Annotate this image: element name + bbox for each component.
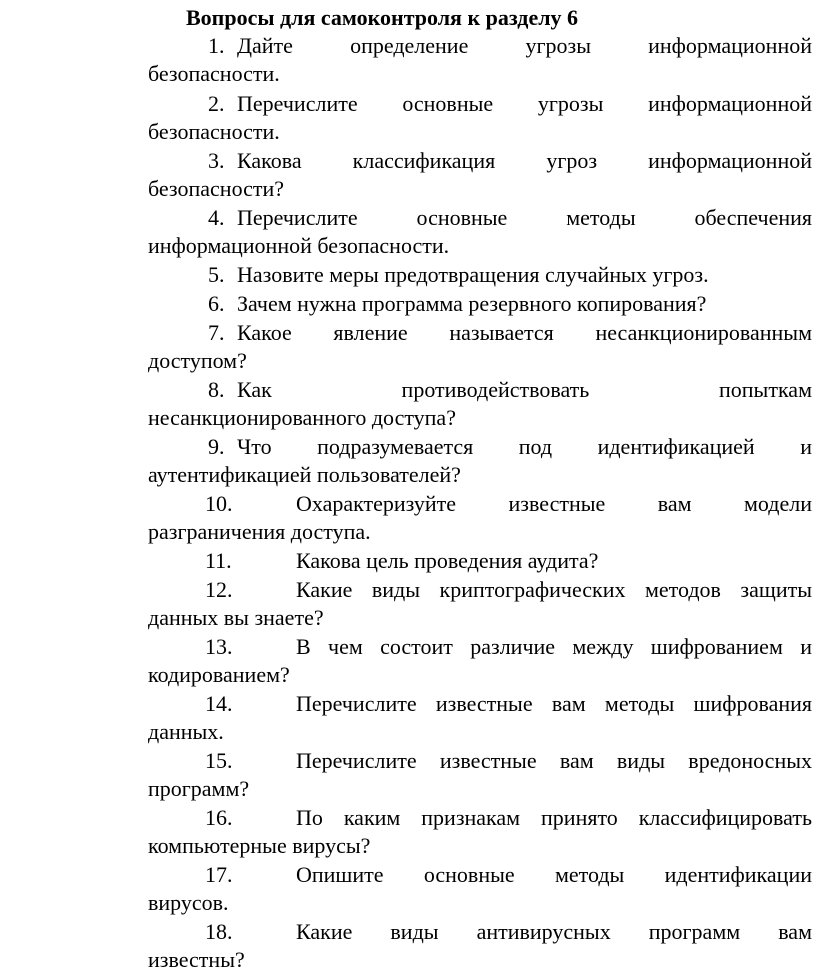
question-text: Охарактеризуйте известные вам модели <box>296 491 812 516</box>
question-line1 <box>208 147 812 175</box>
question-number: 2. <box>208 91 225 116</box>
question-number: 10. <box>205 491 233 516</box>
question-number: 11. <box>205 548 232 573</box>
question-continuation: кодированием? <box>148 662 290 687</box>
question-line1 <box>208 376 812 404</box>
question-text: Что подразумевается под идентификацией и <box>237 434 812 459</box>
question-text: Перечислите известные вам методы шифрования <box>296 691 812 716</box>
question-line1 <box>205 747 812 775</box>
question-line1 <box>205 918 812 946</box>
question-number: 6. <box>208 291 225 316</box>
question-line1 <box>205 861 812 889</box>
question-text: В чем состоит различие между шифрованием и <box>296 634 812 659</box>
question-text: Какова цель проведения аудита? <box>296 548 599 573</box>
question-continuation: несанкционированного доступа? <box>148 405 456 430</box>
question-text: Какова классификация угроз информационной <box>237 148 812 173</box>
page-title: Вопросы для самоконтроля к разделу 6 <box>186 5 579 30</box>
question-continuation: безопасности. <box>148 61 280 86</box>
question-text: Перечислите основные методы обеспечения <box>237 205 812 230</box>
question-line1 <box>208 261 812 289</box>
question-number: 12. <box>205 577 233 602</box>
question-continuation: разграничения доступа. <box>148 519 371 544</box>
question-continuation: данных вы знаете? <box>148 605 324 630</box>
question-line1 <box>208 32 812 60</box>
question-number: 14. <box>205 691 233 716</box>
question-text: Опишите основные методы идентификации <box>296 862 812 887</box>
question-number: 8. <box>208 377 225 402</box>
question-text: Назовите меры предотвращения случайных угроз. <box>237 262 709 287</box>
question-text: Дайте определение угрозы информационной <box>237 33 812 58</box>
question-text: Какие виды антивирусных программ вам <box>296 919 812 944</box>
question-continuation: компьютерные вирусы? <box>148 833 371 858</box>
question-continuation: безопасности. <box>148 119 280 144</box>
question-line1 <box>208 204 812 232</box>
question-number: 15. <box>205 748 233 773</box>
question-text: Зачем нужна программа резервного копирования? <box>237 291 707 316</box>
question-text: Перечислите известные вам виды вредоносных <box>296 748 812 773</box>
question-number: 13. <box>205 634 233 659</box>
question-continuation: данных. <box>148 719 224 744</box>
question-number: 16. <box>205 805 233 830</box>
question-number: 18. <box>205 919 233 944</box>
question-line1 <box>208 290 812 318</box>
question-number: 3. <box>208 148 225 173</box>
question-line1 <box>208 90 812 118</box>
question-continuation: известны? <box>148 947 245 972</box>
question-line1 <box>205 804 812 832</box>
question-line1 <box>208 433 812 461</box>
question-line1 <box>205 547 812 575</box>
question-number: 1. <box>208 33 225 58</box>
question-line1 <box>205 576 812 604</box>
question-continuation: информационной безопасности. <box>148 233 450 258</box>
question-continuation: вирусов. <box>148 890 229 915</box>
question-continuation: программ? <box>148 776 250 801</box>
question-number: 9. <box>208 434 225 459</box>
question-number: 5. <box>208 262 225 287</box>
question-continuation: аутентификацией пользователей? <box>148 462 461 487</box>
question-line1 <box>205 633 812 661</box>
question-number: 17. <box>205 862 233 887</box>
question-continuation: доступом? <box>148 348 247 373</box>
question-text: По каким признакам принято классифицировать <box>296 805 812 830</box>
question-text: Как противодействовать попыткам <box>237 377 812 402</box>
question-text: Перечислите основные угрозы информационной <box>237 91 812 116</box>
question-text: Какое явление называется несанкционированным <box>237 320 812 345</box>
question-text: Какие виды криптографических методов защиты <box>296 577 812 602</box>
question-number: 7. <box>208 320 225 345</box>
question-line1 <box>205 690 812 718</box>
question-number: 4. <box>208 205 225 230</box>
question-continuation: безопасности? <box>148 176 285 201</box>
question-line1 <box>208 319 812 347</box>
question-line1 <box>205 490 812 518</box>
